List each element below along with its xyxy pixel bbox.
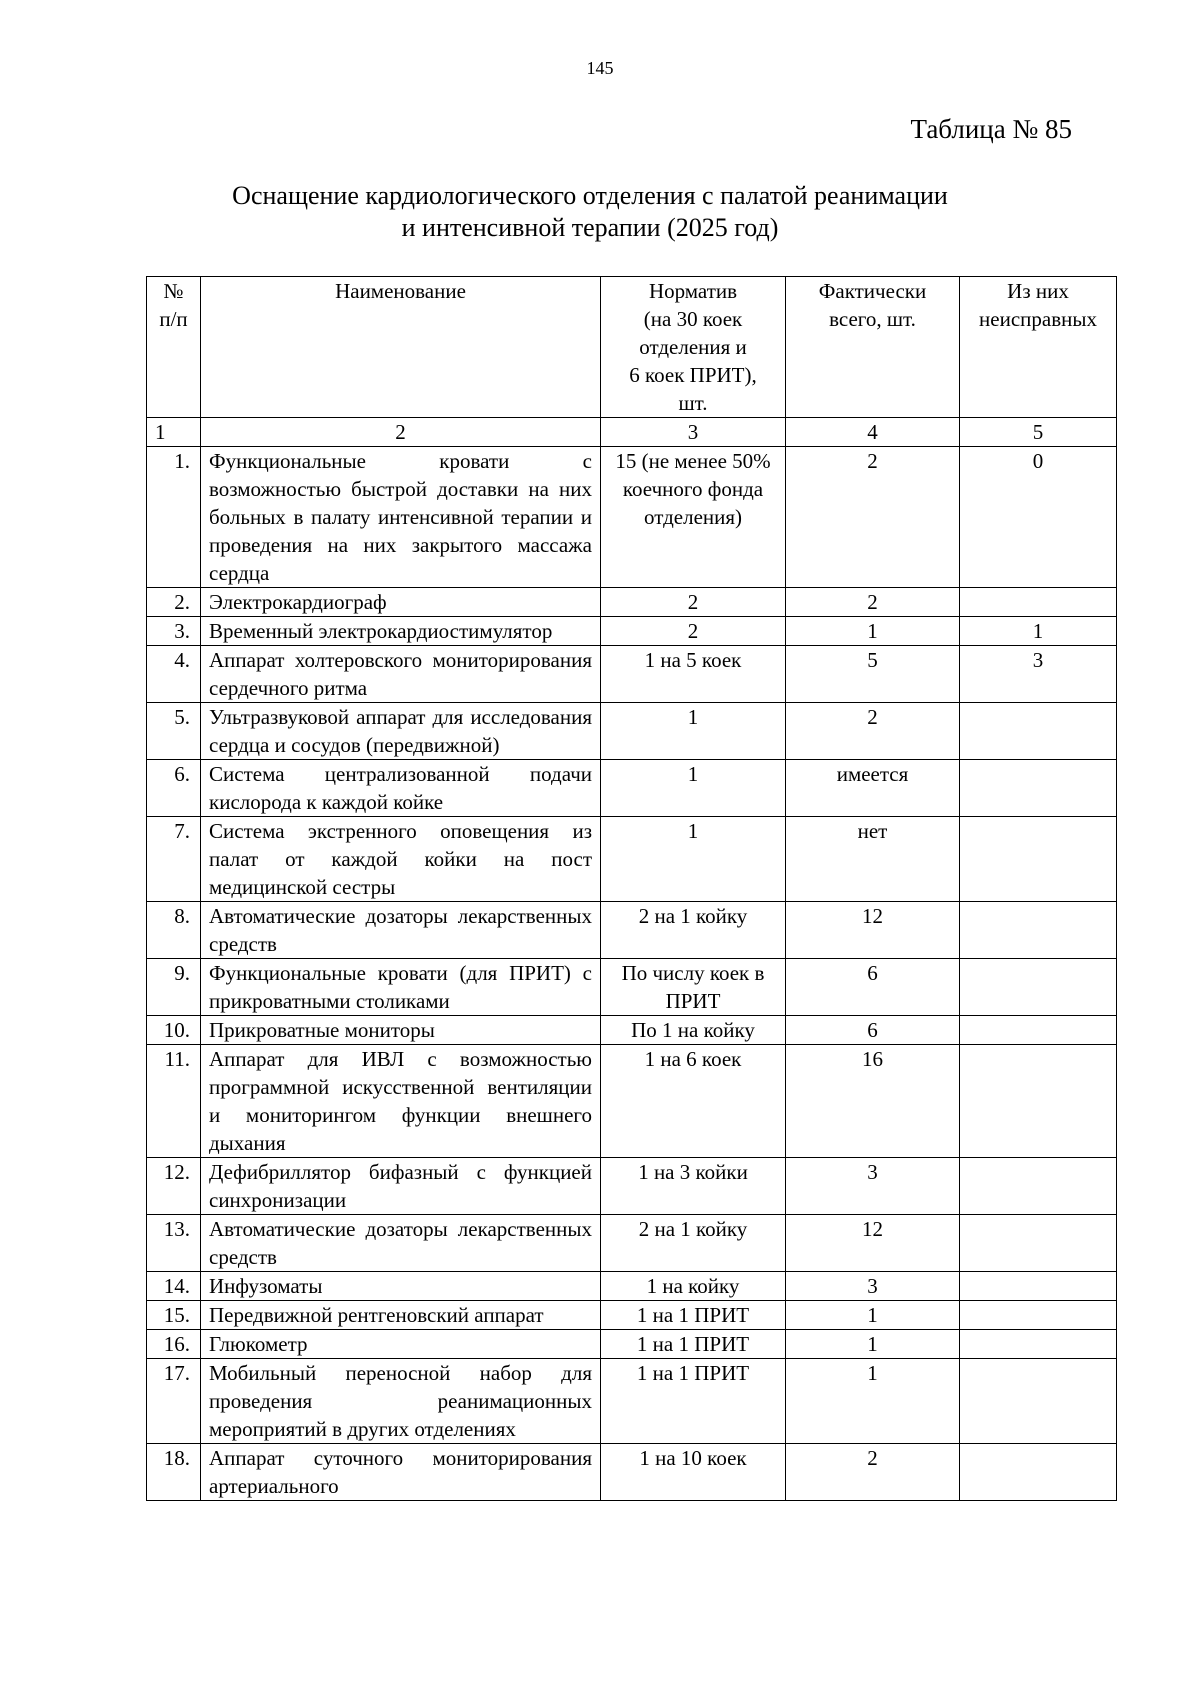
row-faulty (960, 703, 1117, 760)
row-norm: 1 на 1 ПРИТ (601, 1301, 786, 1330)
row-name: Электрокардиограф (201, 588, 601, 617)
row-faulty (960, 959, 1117, 1016)
column-number: 4 (786, 418, 960, 447)
row-faulty (960, 1359, 1117, 1444)
row-number: 17. (147, 1359, 201, 1444)
table-row (147, 1359, 1117, 1444)
row-norm: 15 (не менее 50% коечного фонда отделения) (601, 447, 786, 588)
row-faulty (960, 817, 1117, 902)
row-name: Функциональные кровати (для ПРИТ) с прикроватными столиками (201, 959, 601, 1016)
row-number: 4. (147, 646, 201, 703)
column-number: 2 (201, 418, 601, 447)
table-row (147, 1158, 1117, 1215)
table-row (147, 617, 1117, 646)
table-label: Таблица № 85 (910, 114, 1072, 144)
row-name: Автоматические дозаторы лекарственных средств (201, 1215, 601, 1272)
row-name: Система централизованной подачи кислорода к каждой койке (201, 760, 601, 817)
table-row (147, 646, 1117, 703)
table-row (147, 1272, 1117, 1301)
row-faulty (960, 588, 1117, 617)
column-number-row (147, 418, 1117, 447)
table-row (147, 959, 1117, 1016)
table-row (147, 1215, 1117, 1272)
row-actual: 5 (786, 646, 960, 703)
row-name: Инфузоматы (201, 1272, 601, 1301)
row-number: 1. (147, 447, 201, 588)
row-faulty (960, 1301, 1117, 1330)
row-faulty (960, 1272, 1117, 1301)
column-number: 3 (601, 418, 786, 447)
title-line: Оснащение кардиологического отделения с палатой реанимации (232, 181, 948, 210)
header-name: Наименование (201, 277, 601, 418)
table-row (147, 1016, 1117, 1045)
row-norm: По числу коек в ПРИТ (601, 959, 786, 1016)
row-name: Ультразвуковой аппарат для исследования сердца и сосудов (передвижной) (201, 703, 601, 760)
row-name: Аппарат холтеровского мониторирования сердечного ритма (201, 646, 601, 703)
row-norm: По 1 на койку (601, 1016, 786, 1045)
table-row (147, 760, 1117, 817)
row-norm: 1 на 6 коек (601, 1045, 786, 1158)
row-name: Дефибриллятор бифазный с функцией синхронизации (201, 1158, 601, 1215)
header-row (147, 277, 1117, 418)
row-faulty (960, 1330, 1117, 1359)
row-number: 11. (147, 1045, 201, 1158)
column-number: 5 (960, 418, 1117, 447)
row-norm: 1 (601, 817, 786, 902)
row-name: Аппарат суточного мониторирования артериального (201, 1444, 601, 1501)
row-number: 16. (147, 1330, 201, 1359)
row-actual: 3 (786, 1272, 960, 1301)
table-row (147, 902, 1117, 959)
row-actual: 1 (786, 617, 960, 646)
row-actual: 12 (786, 902, 960, 959)
row-norm: 1 на 10 коек (601, 1444, 786, 1501)
row-number: 2. (147, 588, 201, 617)
row-actual: 3 (786, 1158, 960, 1215)
row-number: 15. (147, 1301, 201, 1330)
row-name: Автоматические дозаторы лекарственных средств (201, 902, 601, 959)
row-actual: 2 (786, 588, 960, 617)
header-number: № п/п (147, 277, 201, 418)
table-row (147, 1301, 1117, 1330)
row-name: Мобильный переносной набор для проведения реанимационных мероприятий в других отделениях (201, 1359, 601, 1444)
row-norm: 2 на 1 койку (601, 902, 786, 959)
row-number: 14. (147, 1272, 201, 1301)
table-body (147, 447, 1117, 1501)
table-row (147, 703, 1117, 760)
row-norm: 1 (601, 760, 786, 817)
document-title (150, 180, 1030, 244)
row-name: Временный электрокардиостимулятор (201, 617, 601, 646)
table-row (147, 1045, 1117, 1158)
row-faulty (960, 902, 1117, 959)
row-faulty (960, 1158, 1117, 1215)
row-faulty (960, 760, 1117, 817)
row-name: Глюкометр (201, 1330, 601, 1359)
row-actual: 2 (786, 703, 960, 760)
row-number: 8. (147, 902, 201, 959)
table-row (147, 817, 1117, 902)
table-row (147, 588, 1117, 617)
row-actual: 1 (786, 1330, 960, 1359)
row-actual: 16 (786, 1045, 960, 1158)
row-number: 9. (147, 959, 201, 1016)
row-number: 3. (147, 617, 201, 646)
row-number: 18. (147, 1444, 201, 1501)
row-faulty: 0 (960, 447, 1117, 588)
row-name: Передвижной рентгеновский аппарат (201, 1301, 601, 1330)
page-number: 145 (586, 58, 614, 78)
row-norm: 1 на 1 ПРИТ (601, 1330, 786, 1359)
row-norm: 2 (601, 588, 786, 617)
row-norm: 1 на 1 ПРИТ (601, 1359, 786, 1444)
row-number: 5. (147, 703, 201, 760)
row-actual: 1 (786, 1359, 960, 1444)
header-actual: Фактически всего, шт. (786, 277, 960, 418)
row-number: 12. (147, 1158, 201, 1215)
row-actual: 12 (786, 1215, 960, 1272)
row-name: Система экстренного оповещения из палат от каждой койки на пост медицинской сестры (201, 817, 601, 902)
row-norm: 2 на 1 койку (601, 1215, 786, 1272)
row-norm: 1 на койку (601, 1272, 786, 1301)
row-norm: 2 (601, 617, 786, 646)
table-row (147, 447, 1117, 588)
equipment-table (146, 276, 1117, 1501)
row-number: 7. (147, 817, 201, 902)
row-faulty: 1 (960, 617, 1117, 646)
row-number: 6. (147, 760, 201, 817)
title-line: и интенсивной терапии (2025 год) (401, 213, 779, 242)
row-faulty (960, 1016, 1117, 1045)
row-norm: 1 на 5 коек (601, 646, 786, 703)
row-actual: нет (786, 817, 960, 902)
row-number: 13. (147, 1215, 201, 1272)
row-actual: 2 (786, 447, 960, 588)
row-actual: 1 (786, 1301, 960, 1330)
row-actual: 6 (786, 959, 960, 1016)
row-name: Функциональные кровати с возможностью быстрой доставки на них больных в палату интенсивной терапии и проведения на них закрытого массажа сердца (201, 447, 601, 588)
header-norm: Норматив (на 30 коек отделения и 6 коек ПРИТ), шт. (601, 277, 786, 418)
header-faulty: Из них неисправных (960, 277, 1117, 418)
table-row (147, 1330, 1117, 1359)
row-faulty (960, 1444, 1117, 1501)
row-actual: имеется (786, 760, 960, 817)
row-faulty: 3 (960, 646, 1117, 703)
row-name: Прикроватные мониторы (201, 1016, 601, 1045)
row-actual: 2 (786, 1444, 960, 1501)
column-number: 1 (147, 418, 201, 447)
row-number: 10. (147, 1016, 201, 1045)
row-faulty (960, 1215, 1117, 1272)
table-row (147, 1444, 1117, 1501)
row-norm: 1 на 3 койки (601, 1158, 786, 1215)
row-name: Аппарат для ИВЛ с возможностью программной искусственной вентиляции и мониторингом функции внешнего дыхания (201, 1045, 601, 1158)
row-norm: 1 (601, 703, 786, 760)
row-actual: 6 (786, 1016, 960, 1045)
row-faulty (960, 1045, 1117, 1158)
